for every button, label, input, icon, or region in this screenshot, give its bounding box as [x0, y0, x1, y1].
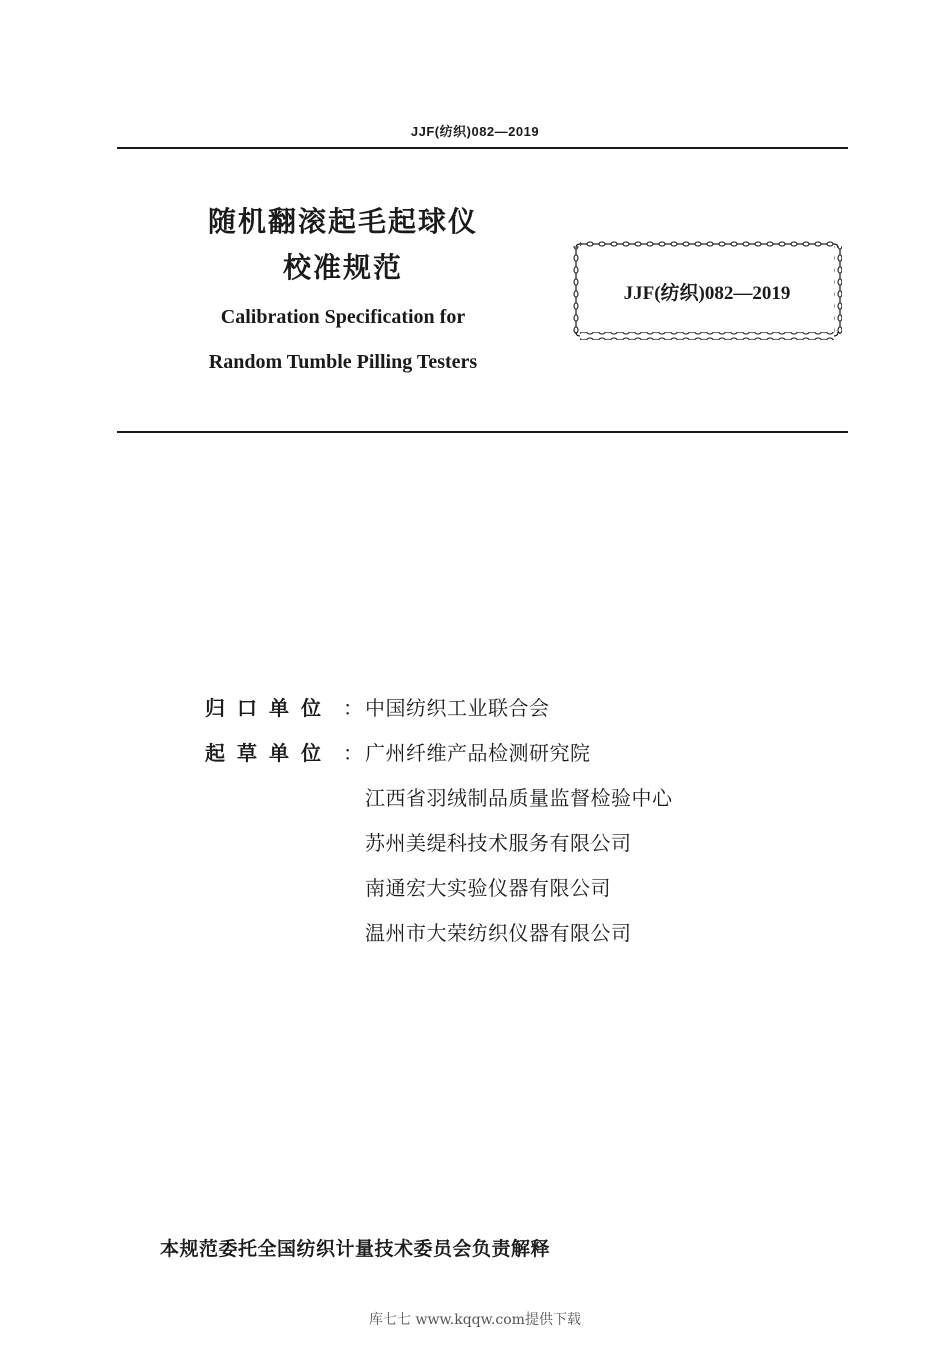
title-chinese-line-2: 校准规范: [282, 251, 403, 284]
download-watermark: 库七七 www.kqqw.com提供下载: [369, 1312, 581, 1328]
drafting-unit-item: 苏州美缇科技术服务有限公司: [365, 831, 632, 855]
title-english-line-1: Calibration Specification for: [220, 306, 466, 328]
interpretation-note: 本规范委托全国纺织计量技术委员会负责解释: [160, 1238, 551, 1260]
drafting-unit-item: 广州纤维产品检测研究院: [365, 741, 591, 765]
drafting-unit-item: 江西省羽绒制品质量监督检验中心: [365, 786, 673, 810]
title-chinese-line-1: 随机翻滚起毛起球仪: [207, 205, 478, 238]
responsible-unit-colon: ：: [343, 696, 363, 720]
top-divider: [117, 147, 848, 149]
title-english-line-2: Random Tumble Pilling Testers: [208, 351, 478, 373]
drafting-unit-colon: ：: [343, 741, 363, 765]
responsible-unit-value: 中国纺织工业联合会: [365, 696, 550, 720]
code-box: [572, 240, 842, 340]
header-document-code: JJF(纺织)082—2019: [410, 124, 540, 139]
responsible-unit-label: 归口单位: [205, 696, 333, 720]
bottom-divider: [117, 431, 848, 433]
drafting-unit-label: 起草单位: [205, 741, 333, 765]
drafting-unit-item: 南通宏大实验仪器有限公司: [365, 876, 611, 900]
code-box-code: JJF(纺织)082—2019: [623, 283, 791, 304]
drafting-unit-item: 温州市大荣纺织仪器有限公司: [365, 921, 632, 945]
